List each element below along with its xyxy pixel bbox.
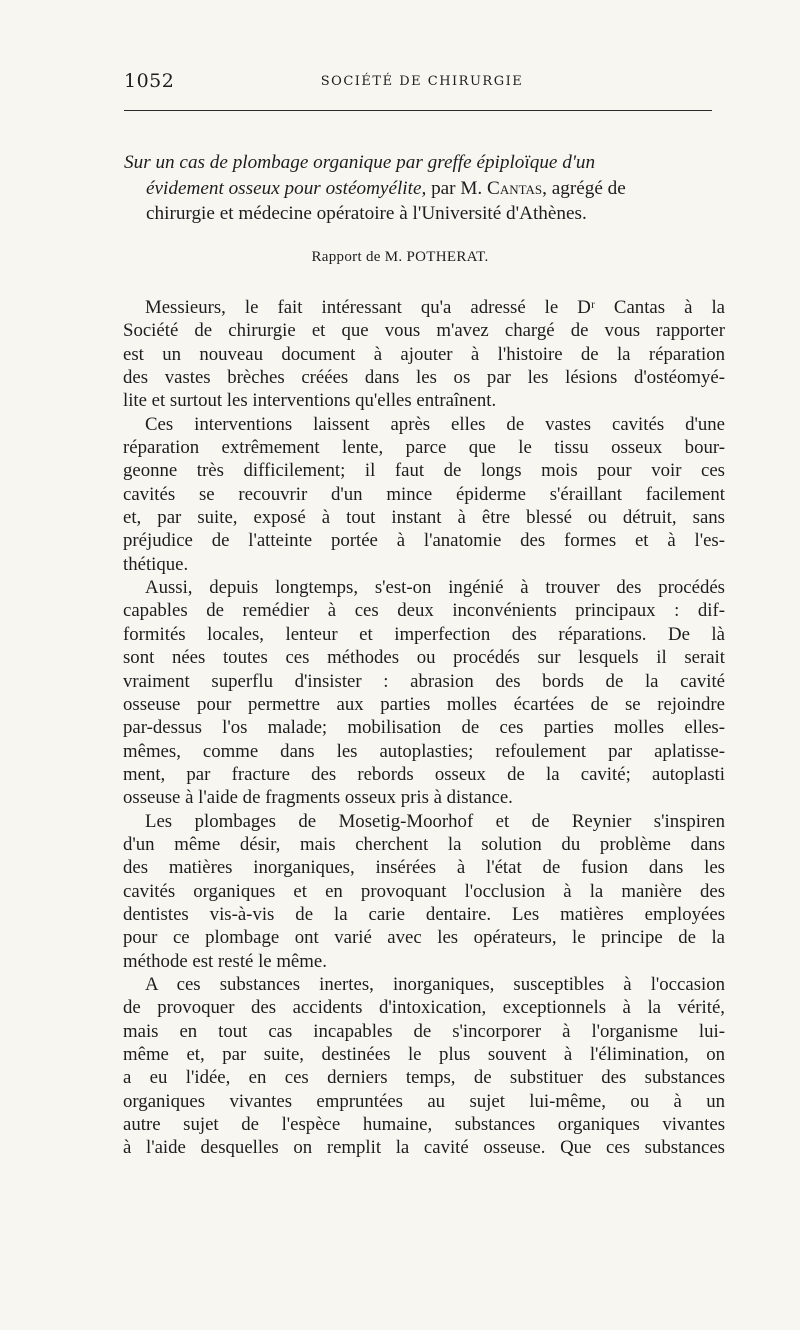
title-line-1: Sur un cas de plombage organique par greffe épiploïque d'un [124,152,596,173]
page-header [124,70,720,96]
text-line: A ces substances inertes, inorganiques, susceptibles à l'occasion [145,973,725,995]
text-line: de provoquer des accidents d'intoxication, exceptionnels à la vérité, [123,997,725,1019]
title-line-2: évidement osseux pour ostéomyélite, par M. Cantas, agrégé de [146,177,626,199]
text-line: réparation extrêmement lente, parce que le tissu osseux bour- [123,437,725,459]
text-line: Les plombages de Mosetig-Moorhof et de Reynier s'inspiren [145,810,725,832]
text-line: capables de remédier à ces deux inconvénients principaux : dif- [123,600,725,622]
text-line: à l'aide desquelles on remplit la cavité osseuse. Que ces substances [123,1137,725,1159]
text-line: Messieurs, le fait intéressant qu'a adressé le Dʳ Cantas à la [145,297,725,318]
text-line: lite et surtout les interventions qu'elles entraînent. [123,390,497,412]
text-line: organiques vivantes empruntées au sujet lui-même, ou à un [123,1090,725,1112]
text-line: sont nées toutes ces méthodes ou procédés sur lesquels il serait [123,647,725,669]
text-line: d'un même désir, mais cherchent la solution du problème dans [123,833,725,855]
text-line: par-dessus l'os malade; mobilisation de ces parties molles elles- [123,717,725,739]
text-line: méthode est resté le même. [123,950,327,972]
text-line: cavités organiques et en provoquant l'occlusion à la manière des [123,880,725,902]
text-line: est un nouveau document à ajouter à l'histoire de la réparation [123,343,725,365]
report-byline: Rapport de M. POTHERAT. [311,249,489,265]
author-name: Cantas [487,177,543,199]
article-title [124,150,724,227]
text-line: cavités se recouvrir d'un mince épiderme s'éraillant facilement [123,483,725,505]
text-line: pour ce plombage ont varié avec les opérateurs, le principe de la [123,927,725,949]
page-number: 1052 [124,70,175,92]
text-line: autre sujet de l'espèce humaine, substances organiques vivantes [123,1114,725,1136]
title-line-3: chirurgie et médecine opératoire à l'Université d'Athènes. [146,203,587,224]
text-line: mêmes, comme dans les autoplasties; refoulement par aplatisse- [123,740,725,762]
text-line: Ces interventions laissent après elles de vastes cavités d'une [145,413,725,435]
text-line: dentistes vis-à-vis de la carie dentaire. Les matières employées [123,903,725,925]
text-line: thétique. [123,553,189,575]
text-line: même et, par suite, destinées le plus souvent à l'élimination, on [123,1044,725,1065]
text-line: geonne très difficilement; il faut de longs mois pour voir ces [123,460,725,482]
text-line: des vastes brèches créées dans les os par les lésions d'ostéomyé- [123,367,725,389]
text-line: préjudice de l'atteinte portée à l'anatomie des formes et à l'es- [123,530,725,552]
body-text [123,296,725,1160]
text-line: ment, par fracture des rebords osseux de la cavité; autoplasti [123,763,725,785]
text-line: et, par suite, exposé à tout instant à être blessé ou détruit, sans [123,507,725,529]
text-line: a eu l'idée, en ces derniers temps, de substituer des substances [123,1067,725,1089]
text-line: des matières inorganiques, insérées à l'état de fusion dans les [123,857,725,879]
text-line: Aussi, depuis longtemps, s'est-on ingénié à trouver des procédés [145,577,725,599]
text-line: osseuse à l'aide de fragments osseux pris à distance. [123,787,513,809]
text-line: osseuse pour permettre aux parties molles écartées de se rejoindre [123,693,725,715]
text-line: formités locales, lenteur et imperfection des réparations. De là [123,623,725,645]
header-rule [124,110,712,111]
running-title: SOCIÉTÉ DE CHIRURGIE [320,74,524,89]
text-line: mais en tout cas incapables de s'incorporer à l'organisme lui- [123,1020,725,1042]
text-line: vraiment superflu d'insister : abrasion des bords de la cavité [123,670,725,692]
text-line: Société de chirurgie et que vous m'avez chargé de vous rapporter [123,320,725,342]
